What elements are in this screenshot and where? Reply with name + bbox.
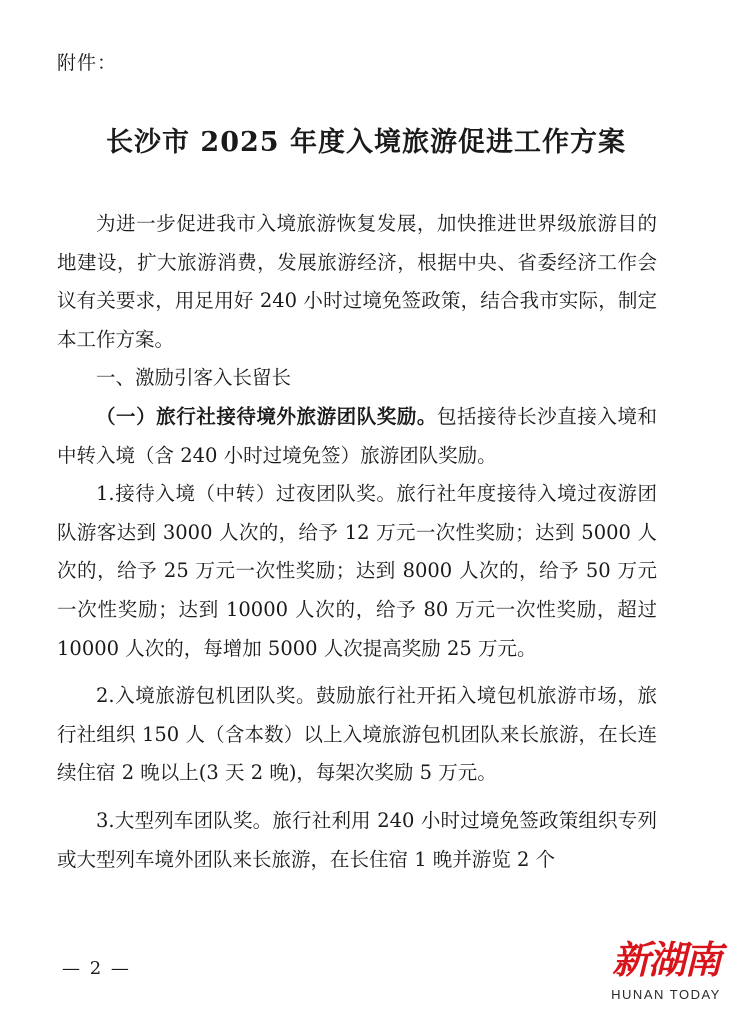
item-1-paragraph: 1.接待入境（中转）过夜团队奖。旅行社年度接待入境过夜游团队游客达到 3000 人次的，给予 12 万元一次性奖励；达到 5000 人次的，给予 25 万元一次性奖励；达到 8000 人次的，给予 50 万元一次性奖励；达到 10000 人次的，给予 80 万元一次性奖励，超过 10000 人次的，每增加 5000 人次提高奖励 25 万元。: [57, 482, 657, 660]
subsection-text: 包括接待长沙直接入境和中转入境（含 240 小时过境免签）旅游团队奖励。: [57, 404, 657, 467]
hunan-today-logo: [603, 935, 729, 1022]
section-heading: 一、激励引客入长留长: [96, 366, 292, 390]
subsection-paragraph: [57, 398, 657, 475]
attachment-label: 附件：: [57, 52, 118, 74]
logo-mark: 新湖南: [611, 938, 720, 982]
intro-paragraph: 为进一步促进我市入境旅游恢复发展，加快推进世界级旅游目的地建设，扩大旅游消费，发展旅游经济，根据中央、省委经济工作会议有关要求，用足用好 240 小时过境免签政策，结合我市实际，制定本工作方案。: [57, 212, 657, 351]
item-3-paragraph: 3.大型列车团队奖。旅行社利用 240 小时过境免签政策组织专列或大型列车境外团队来长旅游，在长住宿 1 晚并游览 2 个: [57, 808, 657, 871]
page-number: — 2 —: [62, 958, 131, 979]
logo-subtext: HUNAN TODAY: [611, 987, 721, 1002]
document-body: [57, 205, 657, 879]
document-title: 长沙市 2025 年度入境旅游促进工作方案: [106, 127, 626, 158]
item-2-paragraph: 2.入境旅游包机团队奖。鼓励旅行社开拓入境包机旅游市场，旅行社组织 150 人（含本数）以上入境旅游包机团队来长旅游，在长连续住宿 2 晚以上(3 天 2 晚)，每架次奖励 5 万元。: [57, 684, 657, 785]
subsection-heading: （一）旅行社接待境外旅游团队奖励。: [96, 404, 437, 428]
